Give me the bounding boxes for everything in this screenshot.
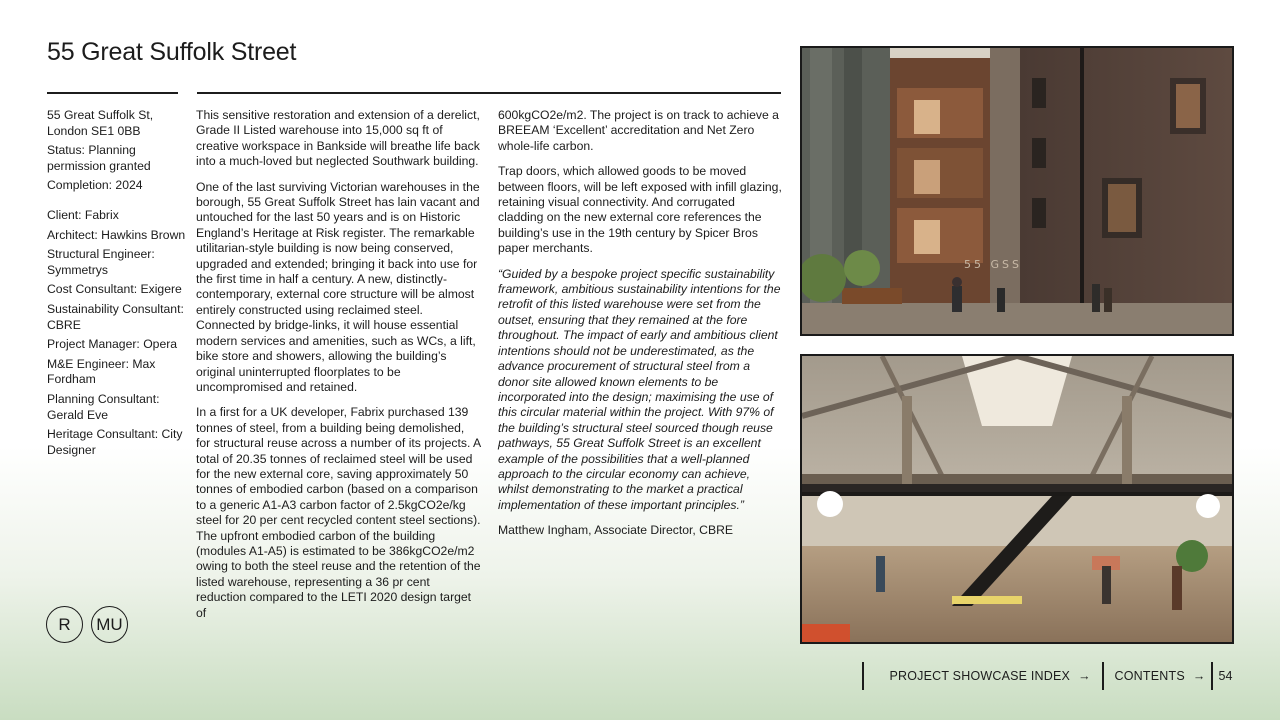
arrow-right-icon: → (1192, 669, 1206, 683)
footer-divider (1211, 662, 1213, 690)
body-paragraph: Trap doors, which allowed goods to be moved between floors, will be left exposed with infill glazing, retaining visual connectivity. And corrugated cladding on the new external core references the building’s use in the 19th century by Spicer Bros paper merchants. (498, 164, 782, 256)
contents-label: CONTENTS (1114, 669, 1185, 683)
details-divider (47, 92, 178, 94)
footer-divider (862, 662, 864, 690)
team-architect: Architect: Hawkins Brown (47, 227, 186, 242)
team-heritage-consultant: Heritage Consultant: City Designer (47, 427, 183, 457)
team-planning-consultant: Planning Consultant: Gerald Eve (47, 391, 160, 422)
project-details (47, 108, 187, 462)
project-completion: Completion: 2024 (47, 178, 143, 193)
team-client: Client: Fabrix (47, 207, 119, 222)
page-number: 54 (1218, 669, 1233, 683)
team-sustainability-consultant: Sustainability Consultant: CBRE (47, 301, 184, 332)
building-sign-text: 55 GSS (964, 258, 1022, 271)
footer-divider (1102, 662, 1104, 690)
body-divider (197, 92, 781, 94)
body-paragraph: This sensitive restoration and extension of a derelict, Grade II Listed warehouse into 15,000 sq ft of creative workspace in Bankside will breathe life back into a much-loved but neglected Southwark building. (196, 108, 480, 169)
team-structural-engineer: Structural Engineer: Symmetrys (47, 247, 155, 277)
team-cost-consultant: Cost Consultant: Exigere (47, 282, 182, 297)
project-showcase-index-link[interactable] (890, 669, 1091, 683)
contents-link[interactable] (1115, 669, 1206, 683)
project-address: 55 Great Suffolk St, London SE1 0BB (47, 108, 154, 138)
showcase-label: PROJECT SHOWCASE INDEX (889, 669, 1071, 683)
arrow-right-icon: → (1078, 669, 1091, 683)
team-project-manager: Project Manager: Opera (47, 337, 178, 352)
mu-logo: MU (91, 606, 128, 643)
body-column-2 (498, 108, 783, 549)
interior-warehouse-image (800, 354, 1234, 644)
footer-page (1211, 662, 1232, 690)
body-column-1 (196, 108, 481, 631)
body-paragraph: In a first for a UK developer, Fabrix purchased 139 tonnes of steel, from a building being demolished, for structural reuse across a number of its projects. A total of 20.35 tonnes of reclaimed steel will be used for the new external core, saving approximately 50 tonnes of embodied carbon (based on a comparison to a generic A1-A3 carbon factor of 2.5kgCO2e/kg steel for 20 per cent recycled content steel sections). The upfront embodied carbon of the building (modules A1-A5) is estimated to be 386kgCO2e/m2 owing to both the steel reuse and the retention of the listed warehouse, representing a 36 pr cent reduction compared to the LETI 2020 design target of (196, 405, 481, 620)
page-title: 55 Great Suffolk Street (47, 38, 297, 66)
quote-attribution: Matthew Ingham, Associate Director, CBRE (498, 523, 734, 538)
exterior-courtyard-image (800, 46, 1234, 336)
body-paragraph: 600kgCO2e/m2. The project is on track to achieve a BREEAM ‘Excellent’ accreditation and Net Zero whole-life carbon. (498, 108, 779, 153)
body-paragraph: One of the last surviving Victorian warehouses in the borough, 55 Great Suffolk Street has lain vacant and untouched for the last 50 years and is on Historic England’s Heritage at Risk register. The remarkable utilitarian-style building is now being conserved, upgraded and extended; bringing it back into use for the first time in half a century. A new, distinctly-contemporary, external core structure will be almost entirely constructed using reclaimed steel. Connected by bridge-links, it will house essential modern services and amenities, such as WCs, a lift, bike store and showers, allowing the building’s original uninterrupted floorplates to be uncompromised and retained. (196, 179, 480, 394)
footer-showcase (862, 662, 1091, 690)
footer-contents (1102, 662, 1206, 690)
logo-group (46, 606, 128, 643)
pull-quote: “Guided by a bespoke project specific sustainability framework, ambitious sustainability intentions for the retrofit of this listed warehouse were set from the outset, ensuring that they remained at the fore throughout. The impact of early and ambitious client intentions should not be underestimated, as the advance procurement of structural steel from a donor site allowed known elements to be incorporated into the design; maximising the use of this circular material within the project. With 97% of the building’s structural steel sourced though reuse pathways, 55 Great Suffolk Street is an excellent example of the possibilities that a well-planned approach to the circular economy can achieve, whilst demonstrating to the market a practical implementation of these important principles.” (498, 266, 781, 512)
project-status: Status: Planning permission granted (47, 143, 151, 173)
r-logo: R (46, 606, 83, 643)
team-me-engineer: M&E Engineer: Max Fordham (47, 356, 156, 387)
